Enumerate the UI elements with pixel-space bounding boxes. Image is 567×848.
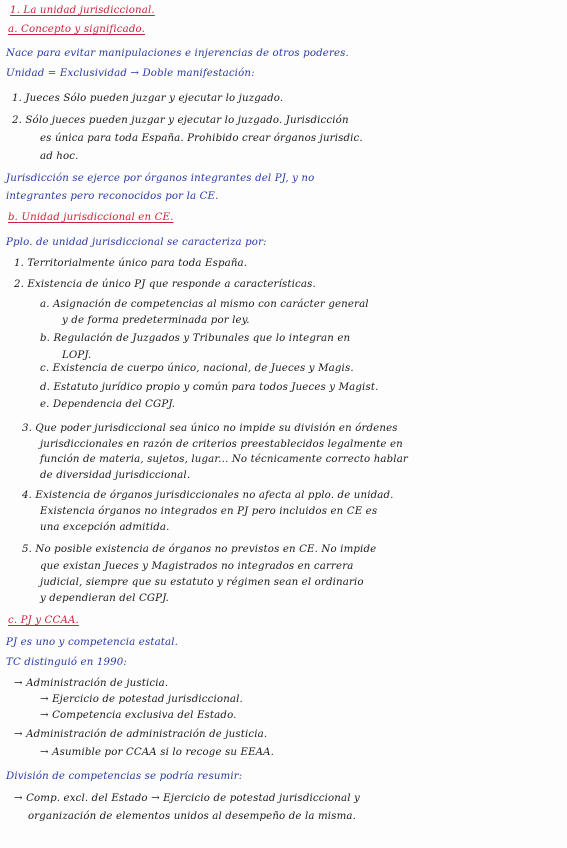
section-title: 1. La unidad jurisdiccional. — [10, 5, 155, 16]
sub-list-item-continuation: LOPJ. — [62, 350, 92, 361]
list-item-continuation: de diversidad jurisdiccional. — [40, 470, 191, 481]
arrow-sub-item: → Ejercicio de potestad jurisdiccional. — [40, 694, 243, 705]
note-line: Unidad = Exclusividad → Doble manifestación: — [6, 68, 255, 79]
arrow-sub-item: → Asumible por CCAA si lo recoge su EEAA. — [40, 747, 275, 758]
sub-list-item: a. Asignación de competencias al mismo con carácter general — [40, 299, 369, 310]
arrow-item: → Administración de justicia. — [14, 678, 169, 689]
list-item: 1. Territorialmente único para toda España. — [14, 258, 248, 269]
list-item: 4. Existencia de órganos jurisdiccionales no afecta al pplo. de unidad. — [22, 490, 394, 501]
subsection-heading-a: a. Concepto y significado. — [8, 24, 146, 35]
list-item: 1. Jueces Sólo pueden juzgar y ejecutar lo juzgado. — [12, 93, 284, 104]
note-line: Pplo. de unidad jurisdiccional se caracteriza por: — [6, 237, 267, 248]
sub-list-item: c. Existencia de cuerpo único, nacional, de Jueces y Magis. — [40, 363, 354, 374]
note-line: PJ es uno y competencia estatal. — [6, 637, 179, 648]
arrow-item: → Administración de administración de justicia. — [14, 729, 268, 740]
subsection-heading-c: c. PJ y CCAA. — [8, 615, 79, 626]
list-item-continuation: jurisdiccionales en razón de criterios preestablecidos legalmente en — [40, 439, 403, 450]
list-item: 2. Sólo jueces pueden juzgar y ejecutar lo juzgado. Jurisdicción — [12, 115, 349, 126]
list-item-continuation: una excepción admitida. — [40, 522, 170, 533]
sub-list-item: d. Estatuto jurídico propio y común para todos Jueces y Magist. — [40, 382, 379, 393]
subsection-heading-b: b. Unidad jurisdiccional en CE. — [8, 212, 174, 223]
note-line: Jurisdicción se ejerce por órganos integrantes del PJ, y no — [6, 173, 315, 184]
list-item-continuation: que existan Jueces y Magistrados no integrados en carrera — [40, 561, 354, 572]
note-line: TC distinguió en 1990: — [6, 657, 127, 668]
sub-list-item: b. Regulación de Juzgados y Tribunales que lo integran en — [40, 333, 351, 344]
note-line: División de competencias se podría resumir: — [6, 771, 243, 782]
arrow-sub-item: → Competencia exclusiva del Estado. — [40, 710, 237, 721]
list-item-continuation: y dependieran del CGPJ. — [40, 593, 170, 604]
arrow-item: → Comp. excl. del Estado → Ejercicio de potestad jurisdiccional y — [14, 793, 360, 804]
list-item: 3. Que poder jurisdiccional sea único no impide su división en órdenes — [22, 423, 398, 434]
sub-list-item-continuation: y de forma predeterminada por ley. — [62, 315, 250, 326]
list-item-continuation: judicial, siempre que su estatuto y régimen sean el ordinario — [40, 577, 364, 588]
note-line: Nace para evitar manipulaciones e injerencias de otros poderes. — [6, 48, 349, 59]
arrow-item-continuation: organización de elementos unidos al desempeño de la misma. — [28, 811, 357, 822]
list-item: 2. Existencia de único PJ que responde a características. — [14, 279, 316, 290]
list-item-continuation: función de materia, sujetos, lugar... No técnicamente correcto hablar — [40, 454, 408, 465]
list-item-continuation: ad hoc. — [40, 151, 79, 162]
list-item: 5. No posible existencia de órganos no previstos en CE. No impide — [22, 544, 377, 555]
list-item-continuation: Existencia órganos no integrados en PJ pero incluidos en CE es — [40, 506, 378, 517]
sub-list-item: e. Dependencia del CGPJ. — [40, 399, 176, 410]
note-line: integrantes pero reconocidos por la CE. — [6, 191, 219, 202]
list-item-continuation: es única para toda España. Prohibido crear órganos jurisdic. — [40, 133, 363, 144]
